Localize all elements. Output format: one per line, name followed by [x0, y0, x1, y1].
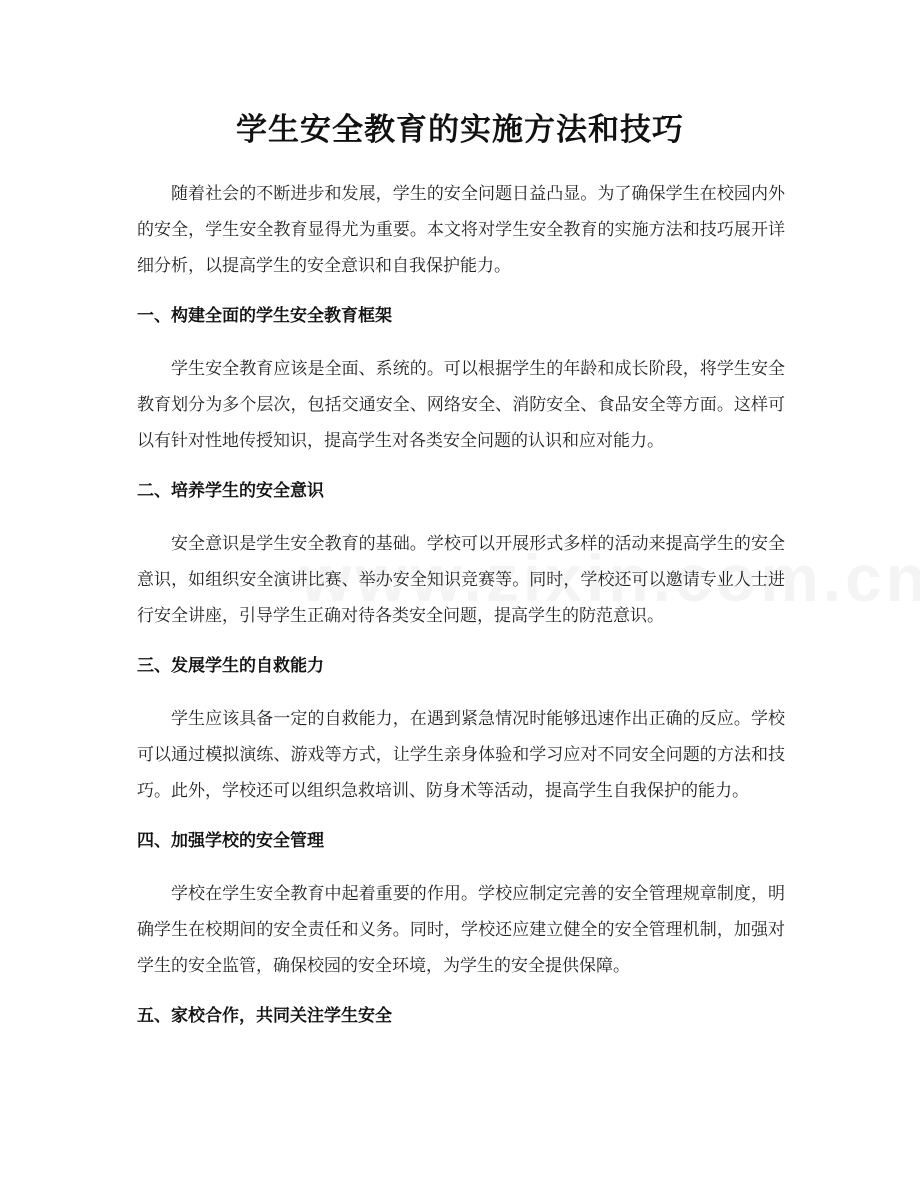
section-paragraph-1: 学生安全教育应该是全面、系统的。可以根据学生的年龄和成长阶段，将学生安全教育划分为多个层次，包括交通安全、网络安全、消防安全、食品安全等方面。这样可以有针对性地传授知识，提高学生对各类安全问题的认识和应对能力。 [137, 359, 785, 451]
section-paragraph-4: 学校在学生安全教育中起着重要的作用。学校应制定完善的安全管理规章制度，明确学生在校期间的安全责任和义务。同时，学校还应建立健全的安全管理机制，加强对学生的安全监管，确保校园的安全环境，为学生的安全提供保障。 [137, 884, 785, 976]
section-heading-1: 一、构建全面的学生安全教育框架 [137, 306, 392, 326]
document-title: 学生安全教育的实施方法和技巧 [236, 112, 684, 148]
section-heading-3: 三、发展学生的自救能力 [137, 656, 324, 676]
section-heading-4: 四、加强学校的安全管理 [137, 831, 324, 851]
section-paragraph-3: 学生应该具备一定的自救能力，在遇到紧急情况时能够迅速作出正确的反应。学校可以通过模拟演练、游戏等方式，让学生亲身体验和学习应对不同安全问题的方法和技巧。此外，学校还可以组织急救培训、防身术等活动，提高学生自我保护的能力。 [137, 709, 785, 801]
section-heading-5: 五、家校合作，共同关注学生安全 [137, 1006, 392, 1026]
document-body [137, 176, 785, 1051]
intro-paragraph: 随着社会的不断进步和发展，学生的安全问题日益凸显。为了确保学生在校园内外的安全，学生安全教育显得尤为重要。本文将对学生安全教育的实施方法和技巧展开详细分析，以提高学生的安全意识和自我保护能力。 [137, 184, 785, 276]
section-heading-2: 二、培养学生的安全意识 [137, 481, 324, 501]
section-paragraph-2: 安全意识是学生安全教育的基础。学校可以开展形式多样的活动来提高学生的安全意识，如组织安全演讲比赛、举办安全知识竞赛等。同时，学校还可以邀请专业人士进行安全讲座，引导学生正确对待各类安全问题，提高学生的防范意识。 [137, 534, 785, 626]
